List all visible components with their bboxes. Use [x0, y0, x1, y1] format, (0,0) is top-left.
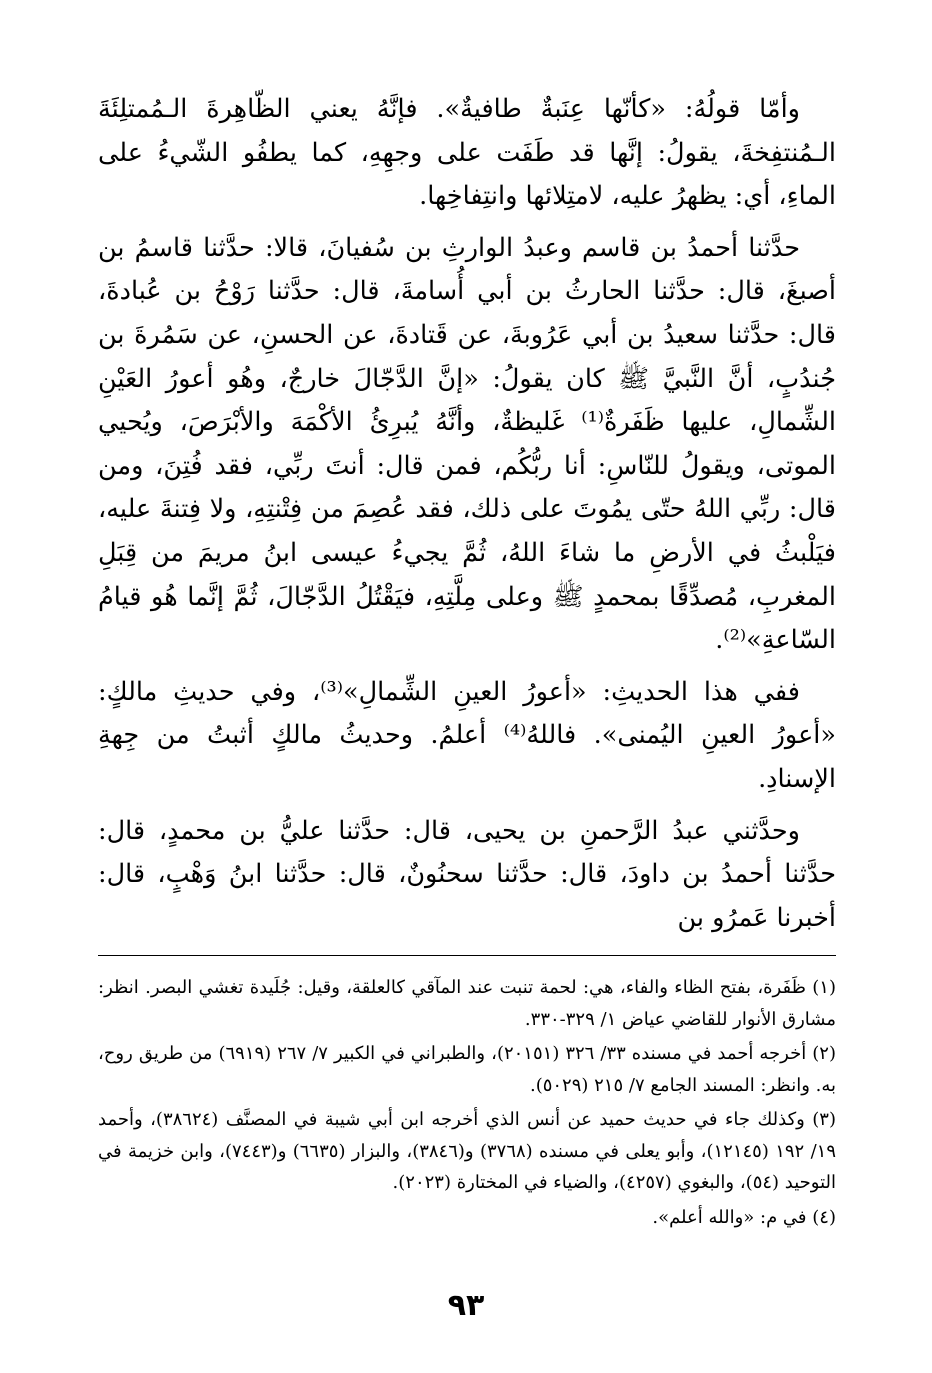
footnote-separator: [98, 955, 836, 956]
footnote-3: (٣) وكذلك جاء في حديث حميد عن أنس الذي أخرجه ابن أبي شيبة في المصنَّف (٣٨٦٢٤)، وأحمد ١٩/ ١٩٢ (١٢١٤٥)، وأبو يعلى في مسنده (٣٧٦٨) و(٣٨٤٦)، والبزار (٦٦٣٥) و(٧٤٤٣)، وابن خزيمة في التوحيد (٥٤)، والبغوي (٤٢٥٧)، والضياء في المختارة (٢٠٢٣).: [98, 1109, 836, 1193]
paragraph-1: وأمّا قولُهُ: «كأنّها عِنَبةٌ طافيةٌ». فإنَّهُ يعني الظّاهِرةَ الـمُمتلِئَةَ الـمُنتفِخةَ، يقولُ: إنَّها قد طَفَت على وجهِهِ، كما يطفُو الشّيءُ على الماءِ، أي: يظهرُ عليه، لامتِلائها وانتِفاخِها.: [98, 94, 836, 212]
footnotes: [98, 972, 836, 1236]
paragraph-2: حدَّثنا أحمدُ بن قاسم وعبدُ الوارثِ بن سُفيانَ، قالا: حدَّثنا قاسمُ بن أصبغَ، قال: حدَّثنا الحارثُ بن أبي أُسامةَ، قال: حدَّثنا رَوْحُ بن عُبادةَ، قال: حدَّثنا سعيدُ بن أبي عَرُوبةَ، عن قَتادةَ، عن الحسنِ، عن سَمُرةَ بن جُندُبٍ، أنَّ النَّبيَّ ﷺ كان يقولُ: «إنَّ الدَّجّالَ خارجٌ، وهُو أعورُ العَيْنِ الشِّمالِ، عليها ظَفَرةٌ⁽¹⁾ غَليظةٌ، وأنَّهُ يُبرِئُ الأكْمَهَ والأبْرَصَ، ويُحيي الموتى، ويقولُ للنّاسِ: أنا ربُّكُم، فمن قال: أنتَ ربِّي، فقد فُتِنَ، ومن قال: ربِّي اللهُ حتّى يمُوتَ على ذلك، فقد عُصِمَ من فِتْنتِهِ، ولا فِتنةَ عليه، فيَلْبثُ في الأرضِ ما شاءَ اللهُ، ثُمَّ يجيءُ عيسى ابنُ مريمَ من قِبَلِ المغربِ، مُصدِّقًا بمحمدٍ ﷺ وعلى مِلَّتِهِ، فيَقْتُلُ الدَّجّالَ، ثُمَّ إنَّما هُو قيامُ السّاعةِ»⁽²⁾.: [98, 232, 836, 656]
footnote-2: (٢) أخرجه أحمد في مسنده ٣٣/ ٣٢٦ (٢٠١٥١)، والطبراني في الكبير ٧/ ٢٦٧ (٦٩١٩) من طريق روح، به. وانظر: المسند الجامع ٧/ ٢١٥ (٥٠٢٩).: [98, 1043, 836, 1096]
paragraph-4: وحدَّثني عبدُ الرَّحمنِ بن يحيى، قال: حدَّثنا عليُّ بن محمدٍ، قال: حدَّثنا أحمدُ بن داودَ، قال: حدَّثنا سحنُونٌ، قال: حدَّثنا ابنُ وَهْبٍ، قال: أخبرنا عَمرُو بن: [98, 815, 836, 933]
page-number: ٩٣: [447, 1288, 485, 1323]
paragraph-3: ففي هذا الحديثِ: «أعورُ العينِ الشِّمالِ»⁽³⁾، وفي حديثِ مالكٍ: «أعورُ العينِ اليُمنى». فاللهُ⁽⁴⁾ أعلمُ. وحديثُ مالكٍ أثبتُ من جِهةِ الإسنادِ.: [98, 676, 836, 794]
footnote-1: (١) ظَفَرة، بفتح الظاء والفاء، هي: لحمة تنبت عند المآقي كالعلقة، وقيل: جُلَيدة تغشي البصر. انظر: مشارق الأنوار للقاضي عياض ١/ ٣٢٩-٣٣٠.: [98, 977, 836, 1030]
main-text: [98, 88, 836, 948]
footnote-4: (٤) في م: «والله أعلم».: [652, 1206, 836, 1228]
